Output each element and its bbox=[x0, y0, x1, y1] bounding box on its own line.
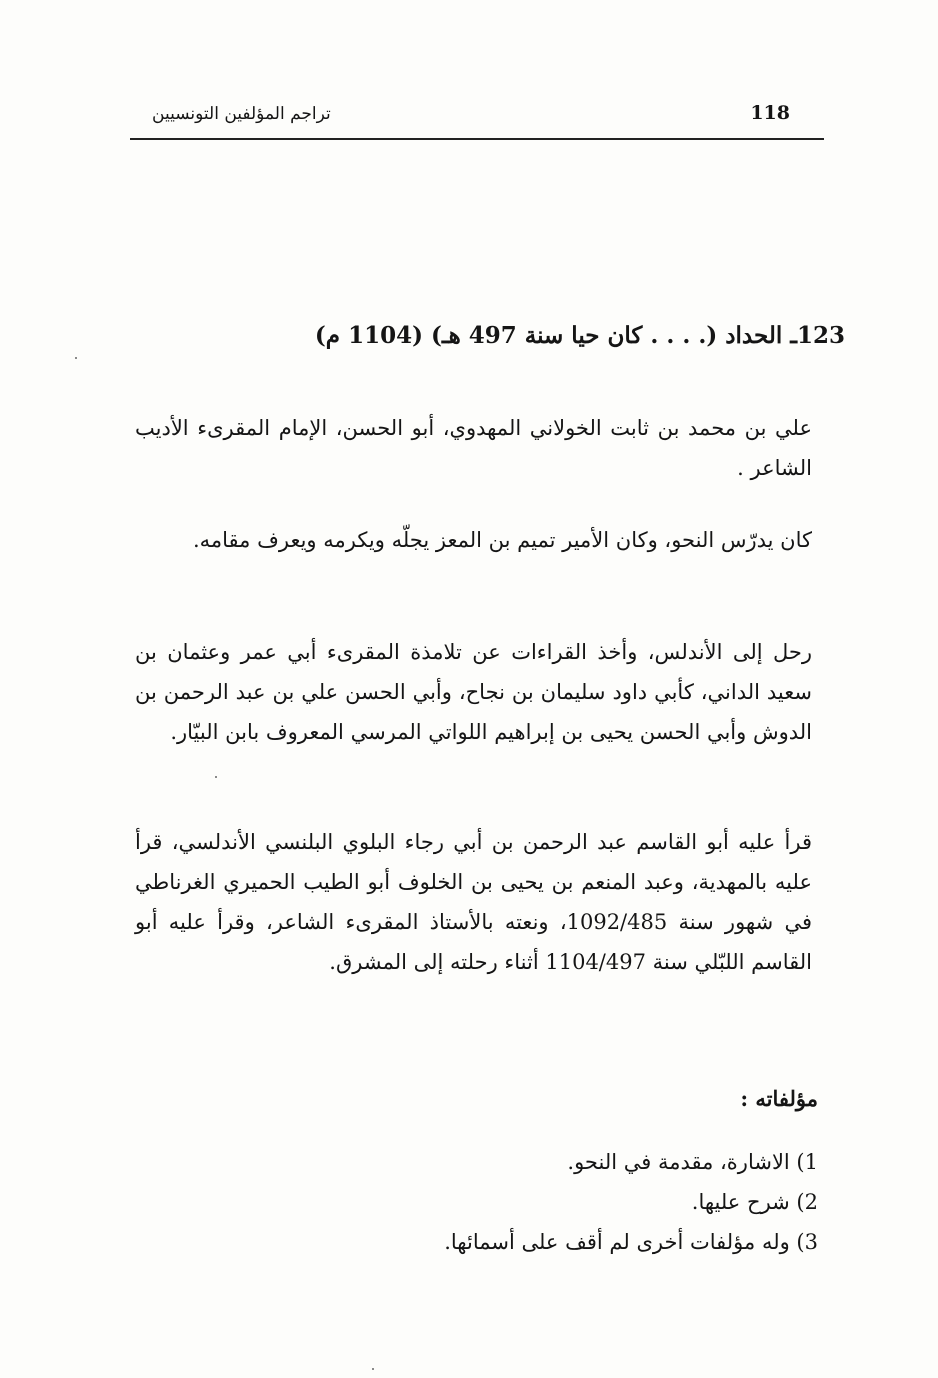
scan-speck bbox=[75, 357, 77, 359]
scan-speck bbox=[215, 776, 217, 778]
works-section-title: مؤلفاته : bbox=[740, 1086, 818, 1111]
paragraph-teaching: كان يدرّس النحو، وكان الأمير تميم بن المعز يجلّه ويكرمه ويعرف مقامه. bbox=[192, 528, 812, 552]
page-header bbox=[130, 96, 820, 132]
page-number: 118 bbox=[750, 102, 790, 124]
works-list-item: 1) الاشارة، مقدمة في النحو. bbox=[567, 1150, 818, 1174]
header-rule bbox=[130, 138, 824, 140]
works-list-item: 2) شرح عليها. bbox=[691, 1190, 818, 1214]
works-list bbox=[300, 1142, 818, 1262]
paragraph-travels: رحل إلى الأندلس، وأخذ القراءات عن تلامذة المقرىء أبي عمر وعثمان بن سعيد الداني، كأبي داود سليمان بن نجاح، وأبي الحسن علي بن عبد الرحمن بن الدوش وأبي الحسن يحيى بن إبراهيم اللواتي المرسي المعروف بابن البيّار. bbox=[135, 640, 812, 744]
works-list-item: 3) وله مؤلفات أخرى لم أقف على أسمائها. bbox=[444, 1230, 818, 1254]
running-title: تراجم المؤلفين التونسيين bbox=[152, 104, 331, 124]
paragraph-students: قرأ عليه أبو القاسم عبد الرحمن بن أبي رجاء البلوي البلنسي الأندلسي، قرأ عليه بالمهدية، وعبد المنعم بن يحيى بن الخلوف أبو الطيب الحميري الغرناطي في شهور سنة 1092/485، ونعته بالأستاذ المقرىء الشاعر، وقرأ عليه أبو القاسم اللبّلي سنة 1104/497 أثناء رحلته إلى المشرق. bbox=[135, 830, 813, 974]
paragraph-identity: علي بن محمد بن ثابت الخولاني المهدوي، أبو الحسن، الإمام المقرىء الأديب الشاعر . bbox=[135, 416, 812, 480]
scan-speck bbox=[372, 1368, 374, 1370]
entry-heading: 123ـ الحداد (. . . . كان حيا سنة 497 هـ) (1104 م) bbox=[314, 322, 845, 349]
